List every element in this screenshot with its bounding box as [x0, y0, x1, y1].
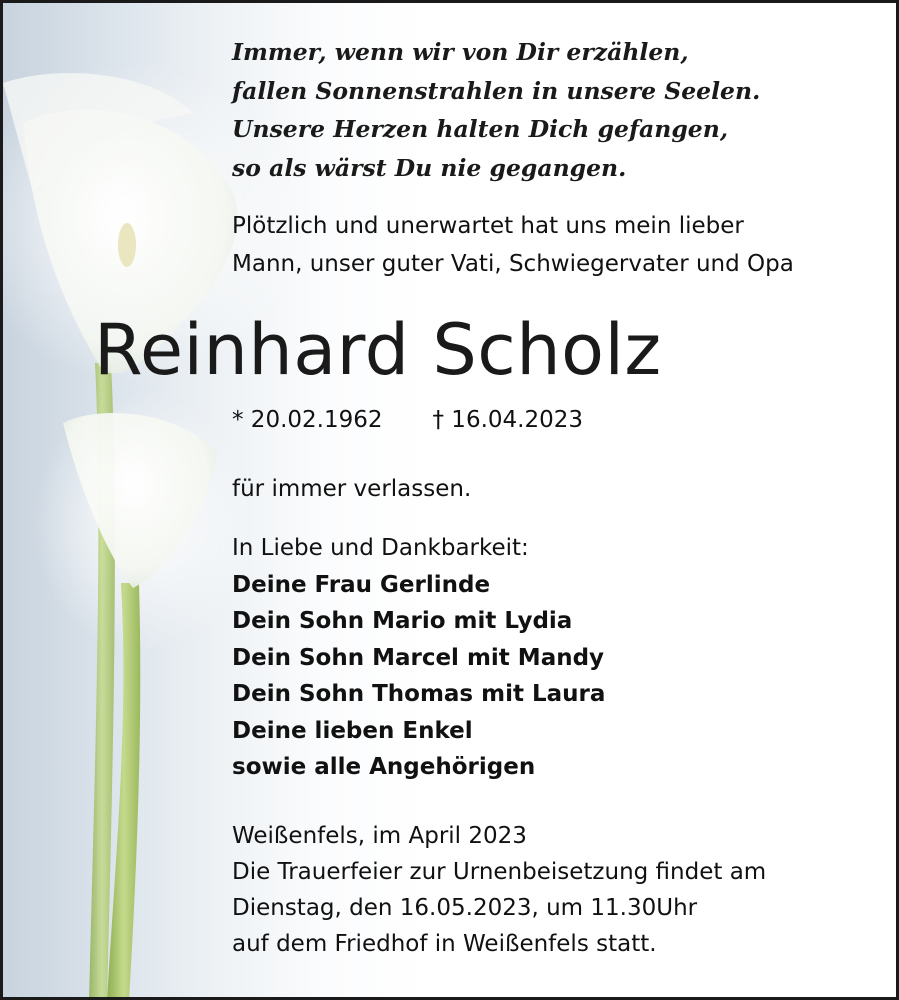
intro-line: Mann, unser guter Vati, Schwiegervater und Opa — [232, 251, 794, 277]
mourner-name: Dein Sohn Mario mit Lydia — [232, 608, 573, 634]
deceased-name: Reinhard Scholz — [94, 309, 662, 391]
mourner-name: Deine Frau Gerlinde — [232, 571, 491, 598]
closing-line: Weißenfels, im April 2023 — [232, 823, 527, 849]
birth-date: * 20.02.1962 — [232, 407, 383, 433]
closing-line: Die Trauerfeier zur Urnenbeisetzung findet am — [232, 859, 767, 885]
intro-text — [232, 207, 794, 283]
lily-spadix — [118, 223, 136, 267]
life-dates — [232, 402, 583, 438]
mourner-name: sowie alle Angehörigen — [232, 754, 536, 780]
mourner-name: Dein Sohn Marcel mit Mandy — [232, 644, 605, 671]
intro-line: Plötzlich und unerwartet hat uns mein lieber — [232, 213, 744, 239]
closing-line: auf dem Friedhof in Weißenfels statt. — [232, 931, 657, 957]
mourners-list — [232, 530, 605, 786]
left-text: für immer verlassen. — [232, 476, 472, 502]
poem-line: Unsere Herzen halten Dich gefangen, — [232, 115, 729, 143]
mourner-name: Deine lieben Enkel — [232, 717, 473, 744]
closing-line: Dienstag, den 16.05.2023, um 11.30Uhr — [232, 895, 698, 921]
poem-line: Immer, wenn wir von Dir erzählen, — [232, 38, 689, 66]
mourner-name: Dein Sohn Thomas mit Laura — [232, 681, 606, 707]
poem — [232, 33, 760, 187]
funeral-details — [232, 818, 766, 962]
poem-line: so als wärst Du nie gegangen. — [232, 153, 627, 182]
poem-line: fallen Sonnenstrahlen in unsere Seelen. — [232, 76, 761, 105]
mourners-lead: In Liebe und Dankbarkeit: — [232, 535, 529, 561]
death-date: † 16.04.2023 — [432, 407, 583, 433]
